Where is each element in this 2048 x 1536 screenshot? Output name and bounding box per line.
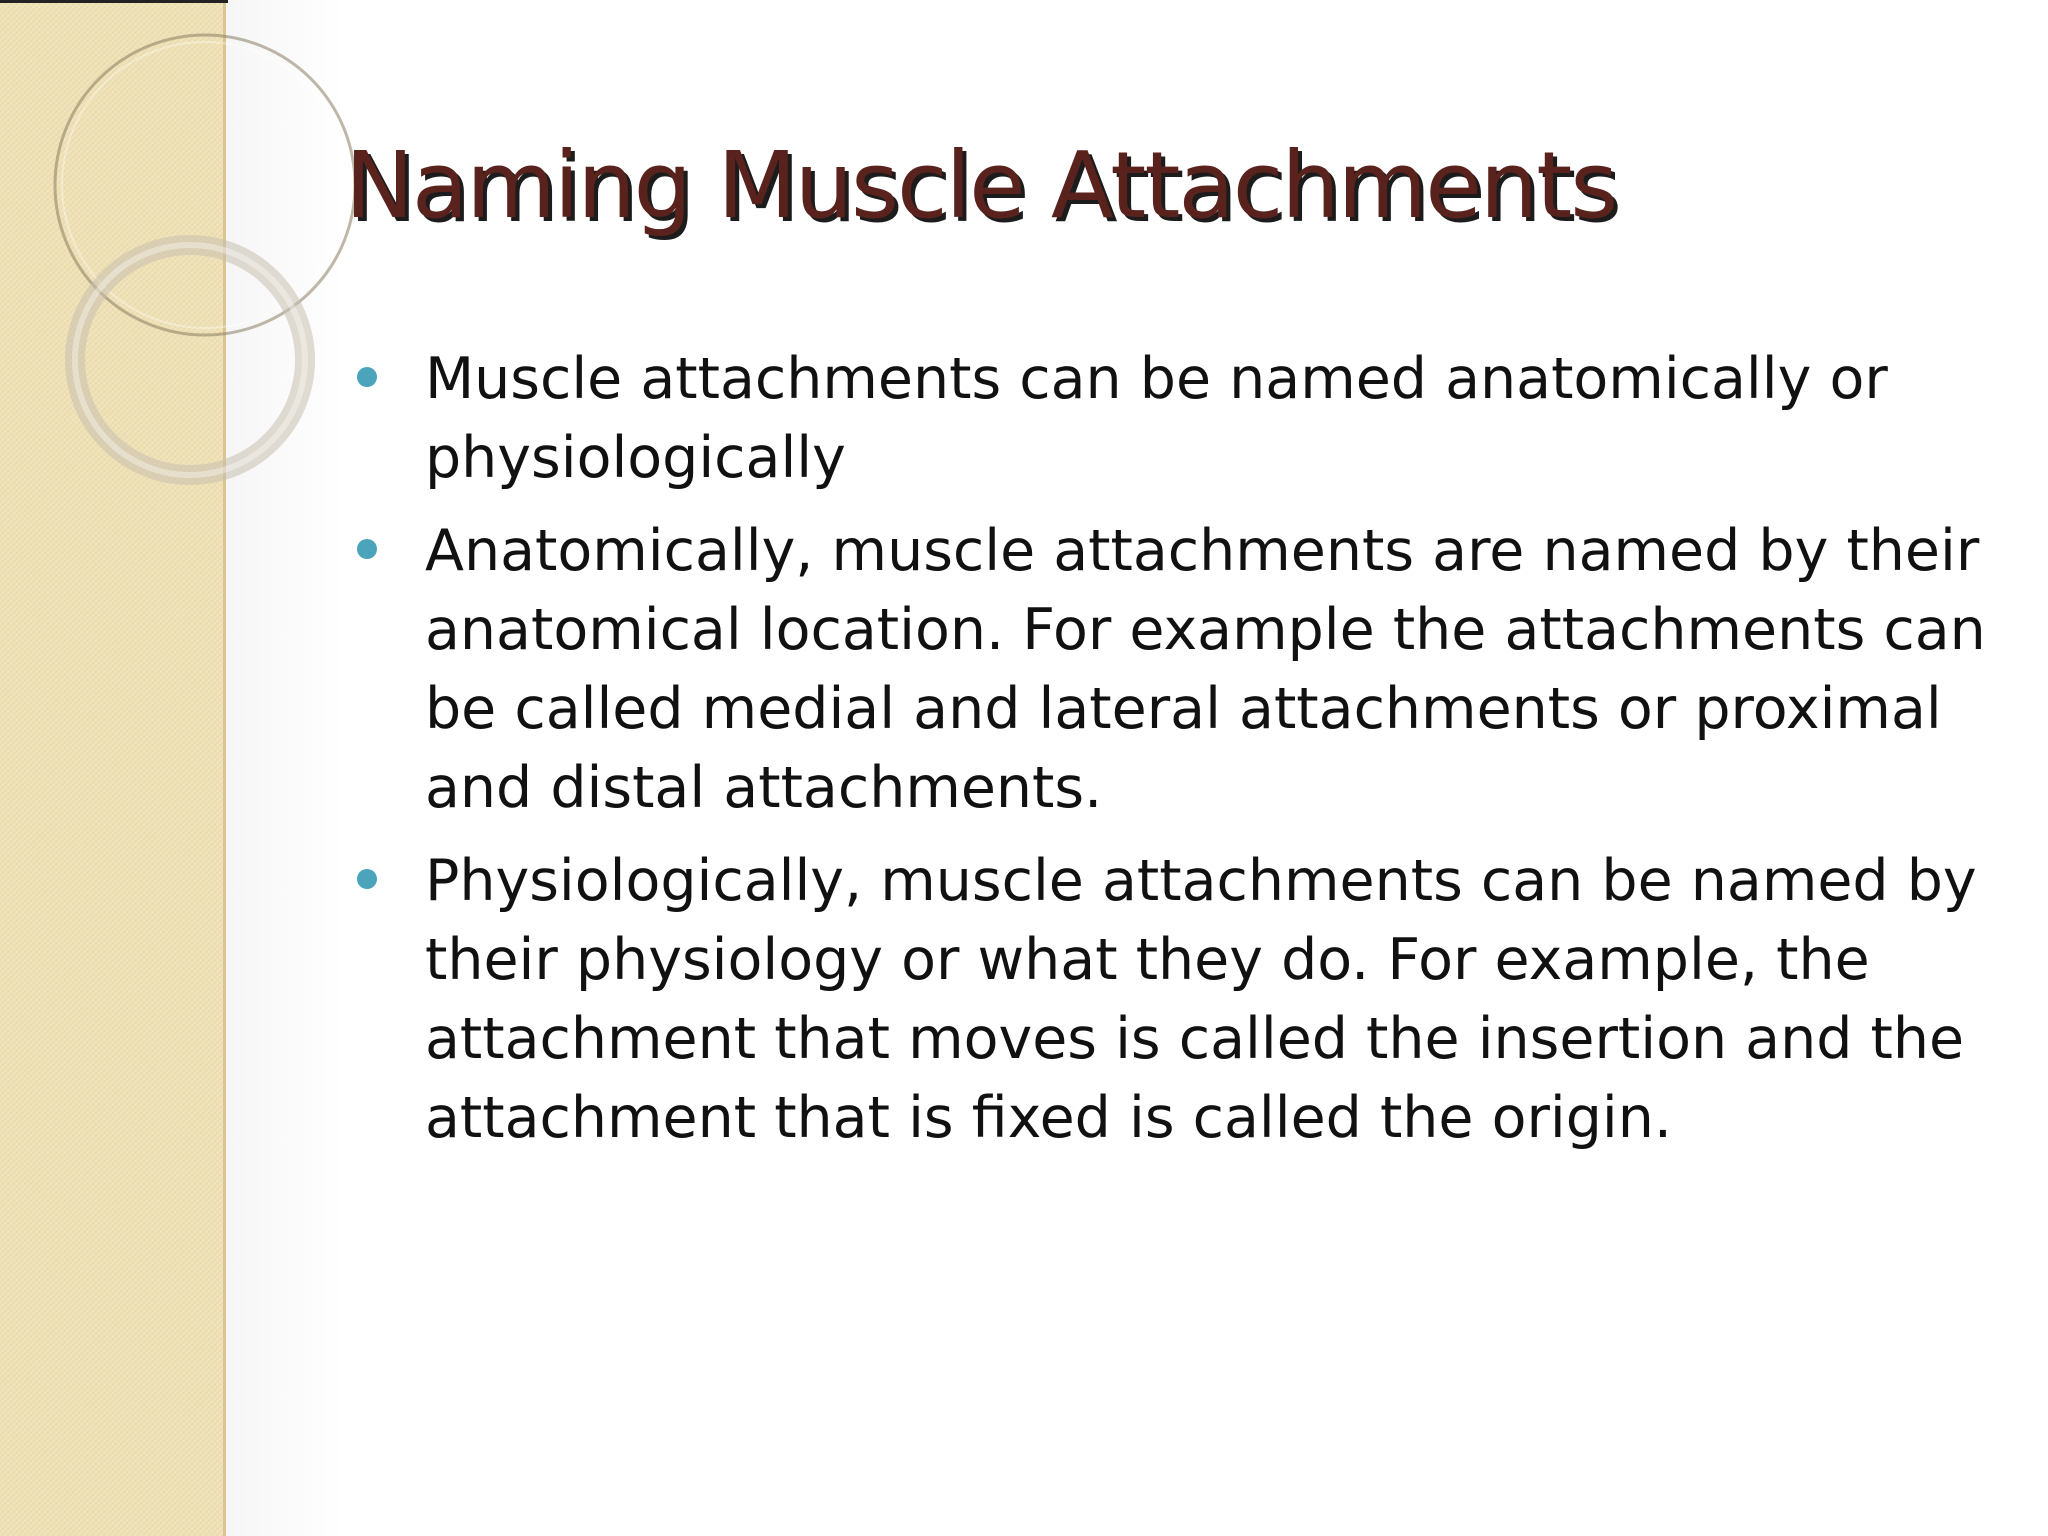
- bullet-marker-icon: [357, 367, 377, 387]
- bullet-text-2: Anatomically, muscle attachments are named by their anatomical location. For example the attachments can be called medial and lateral attachments or proximal and distal attachments.: [425, 518, 1986, 821]
- bullet-text-3: Physiologically, muscle attachments can be named by their physiology or what they do. For example, the attachment that moves is called the insertion and the attachment that is fixed is called the origin.: [425, 848, 1977, 1151]
- bullet-text-1: Muscle attachments can be named anatomically or physiologically: [425, 346, 1888, 491]
- bullet-item-1: [355, 340, 2020, 498]
- bullet-marker-icon: [357, 869, 377, 889]
- bullet-item-2: [355, 512, 2020, 828]
- slide-title: Naming Muscle Attachments: [345, 132, 1617, 239]
- decorative-side-band: [0, 0, 226, 1536]
- bullet-item-3: [355, 842, 2020, 1158]
- bullet-list: [355, 340, 2020, 1172]
- bullet-marker-icon: [357, 539, 377, 559]
- top-edge-line: [0, 0, 228, 3]
